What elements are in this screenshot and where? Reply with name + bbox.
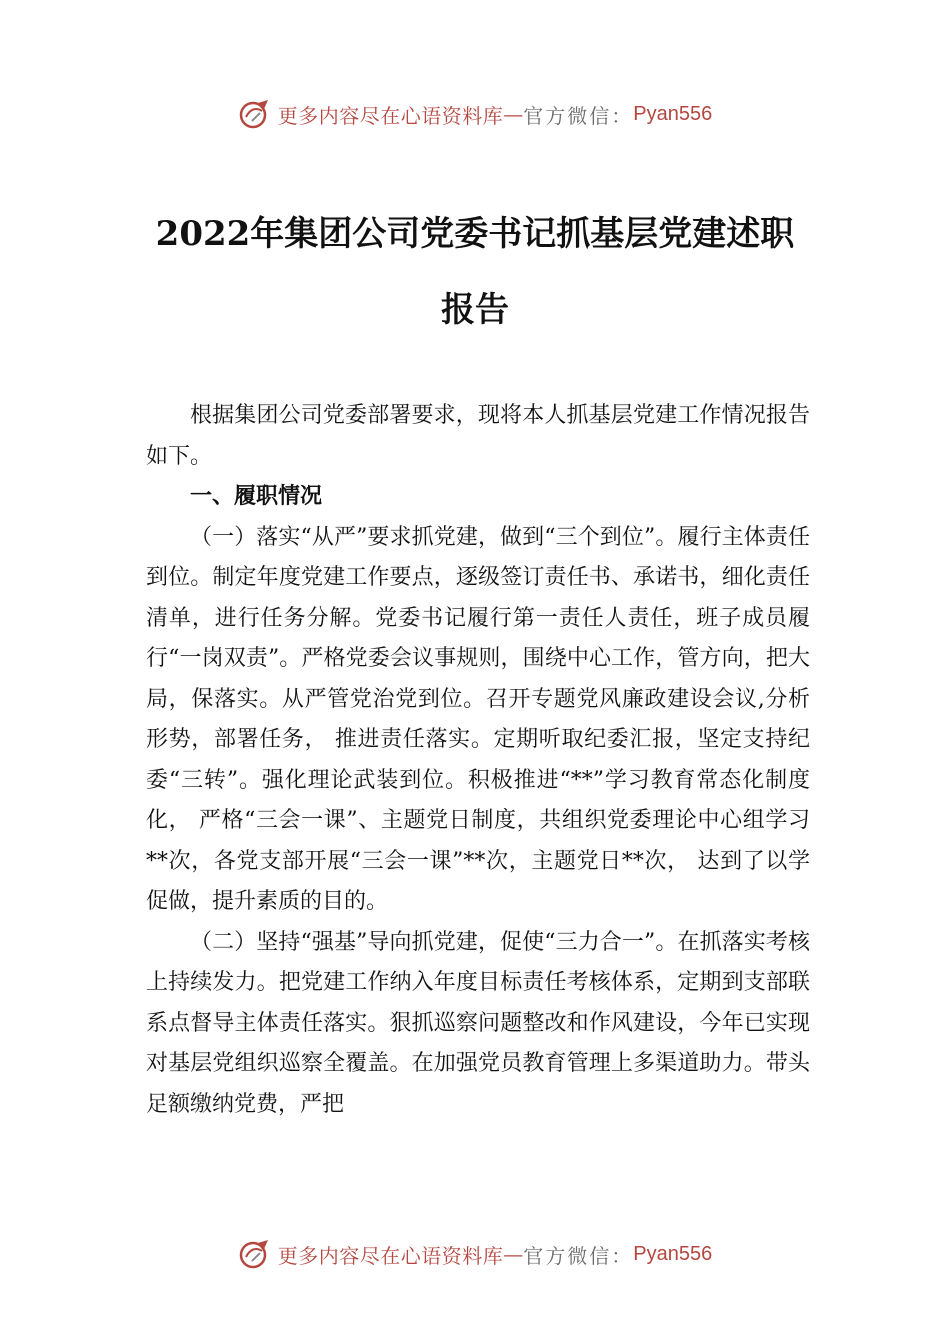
watermark-wechat-label: 官方微信：: [523, 1243, 634, 1268]
paragraph-1: （一）落实“从严”要求抓党建，做到“三个到位”。履行主体责任到位。制定年度党建工作要点，逐级签订责任书、承诺书，细化责任清单，进行任务分解。党委书记履行第一责任人责任，班子成员履行“一岗双责”。严格党委会议事规则，围绕中心工作，管方向，把大局，保落实。从严管党治党到位。召开专题党风廉政建设会议,分析形势，部署任务， 推进责任落实。定期听取纪委汇报，坚定支持纪委“三转”。强化理论武装到位。积极推进“**”学习教育常态化制度化， 严格“三会一课”、主题党日制度，共组织党委理论中心组学习**次，各党支部开展“三会一课”**次，主题党日**次， 达到了以学促做，提升素质的目的。: [146, 524, 810, 914]
watermark-banner-bottom: [0, 1234, 950, 1274]
watermark-dash: —: [503, 1242, 524, 1266]
intro-paragraph: 根据集团公司党委部署要求，现将本人抓基层党建工作情况报告如下。: [146, 403, 810, 469]
watermark-site-text: 更多内容尽在心语资料库: [277, 1243, 504, 1268]
logo-icon: [238, 1237, 272, 1271]
watermark-site-text: 更多内容尽在心语资料库: [277, 103, 504, 128]
watermark-wechat-id: Pyan556: [633, 1242, 713, 1265]
watermark-dash: —: [503, 102, 524, 126]
paragraph-2: （二）坚持“强基”导向抓党建，促使“三力合一”。在抓落实考核上持续发力。把党建工作纳入年度目标责任考核体系，定期到支部联系点督导主体责任落实。狠抓巡察问题整改和作风建设，今年已实现对基层党组织巡察全覆盖。在加强党员教育管理上多渠道助力。带头足额缴纳党费，严把: [146, 929, 810, 1117]
watermark-wechat-label: 官方微信：: [523, 103, 634, 128]
document-title-line2: 报告: [441, 290, 509, 330]
document-body: [146, 396, 810, 1125]
logo-icon: [238, 97, 272, 131]
watermark-wechat-id: Pyan556: [633, 102, 713, 125]
document-title-line1: 2022年集团公司党委书记抓基层党建述职: [155, 214, 795, 254]
watermark-banner-top: [0, 94, 950, 134]
section-heading: 一、履职情况: [190, 484, 323, 509]
